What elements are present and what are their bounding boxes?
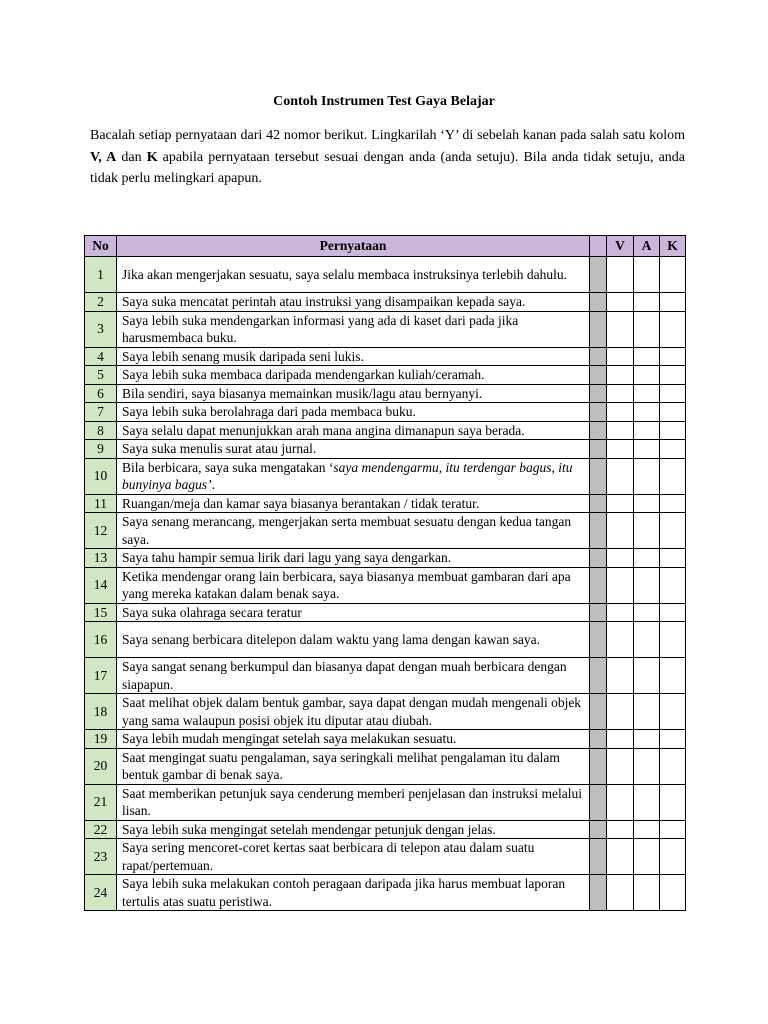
- instructions-paragraph: [90, 125, 685, 190]
- table-row: [85, 366, 686, 385]
- answer-cell-a[interactable]: [634, 839, 660, 875]
- row-statement: [117, 347, 590, 366]
- answer-cell-a[interactable]: [634, 549, 660, 568]
- row-number: 22: [85, 820, 117, 839]
- statement-text: Saya senang merancang, mengerjakan serta membuat sesuatu dengan kedua tangan saya.: [122, 514, 572, 547]
- spacer-cell: [590, 311, 607, 347]
- table-row: [85, 347, 686, 366]
- answer-cell-k[interactable]: [660, 748, 686, 784]
- statement-text: Saya sangat senang berkumpul dan biasanya dapat dengan muah berbicara dengan siapapun.: [122, 659, 567, 692]
- answer-cell-k[interactable]: [660, 784, 686, 820]
- answer-cell-a[interactable]: [634, 603, 660, 622]
- statement-text: Bila sendiri, saya biasanya memainkan musik/lagu atau bernyanyi.: [122, 385, 483, 401]
- statement-text: Saat mengingat suatu pengalaman, saya seringkali melihat pengalaman itu dalam bentuk gambar di benak saya.: [122, 749, 560, 782]
- statement-text: Saya suka menulis surat atau jurnal.: [122, 441, 317, 456]
- row-number: 16: [85, 622, 117, 658]
- answer-cell-k[interactable]: [660, 347, 686, 366]
- answer-cell-k[interactable]: [660, 622, 686, 658]
- spacer-cell: [590, 494, 607, 513]
- answer-cell-a[interactable]: [634, 820, 660, 839]
- answer-cell-k[interactable]: [660, 494, 686, 513]
- statement-text: Saya suka olahraga secara teratur: [122, 604, 302, 620]
- row-number: 13: [85, 549, 117, 568]
- answer-cell-k[interactable]: [660, 567, 686, 603]
- table-row: [85, 658, 686, 694]
- statement-text: Saya lebih senang musik daripada seni lukis.: [122, 348, 364, 364]
- answer-cell-a[interactable]: [634, 440, 660, 459]
- row-statement: [117, 567, 590, 603]
- table-row: [85, 730, 686, 749]
- answer-cell-k[interactable]: [660, 257, 686, 293]
- answer-cell-k[interactable]: [660, 603, 686, 622]
- answer-cell-k[interactable]: [660, 440, 686, 459]
- spacer-cell: [590, 748, 607, 784]
- answer-cell-v[interactable]: [607, 458, 634, 494]
- spacer-cell: [590, 622, 607, 658]
- statement-text: Saya lebih suka berolahraga dari pada membaca buku.: [122, 404, 416, 419]
- statement-text: Saya sering mencoret-coret kertas saat berbicara di telepon atau dalam suatu rapat/pertemuan.: [122, 840, 535, 873]
- spacer-cell: [590, 384, 607, 403]
- answer-cell-k[interactable]: [660, 293, 686, 312]
- spacer-cell: [590, 784, 607, 820]
- row-statement: [117, 549, 590, 568]
- header-v: V: [607, 236, 634, 257]
- answer-cell-v[interactable]: [607, 347, 634, 366]
- answer-cell-v[interactable]: [607, 293, 634, 312]
- answer-cell-v[interactable]: [607, 440, 634, 459]
- row-number: 17: [85, 658, 117, 694]
- statement-text: Jika akan mengerjakan sesuatu, saya selalu membaca instruksinya terlebih dahulu.: [122, 266, 567, 282]
- row-statement: [117, 784, 590, 820]
- answer-cell-v[interactable]: [607, 875, 634, 911]
- header-a: A: [634, 236, 660, 257]
- table-row: [85, 567, 686, 603]
- answer-cell-k[interactable]: [660, 366, 686, 385]
- table-row: [85, 839, 686, 875]
- row-statement: [117, 513, 590, 549]
- answer-cell-k[interactable]: [660, 458, 686, 494]
- answer-cell-a[interactable]: [634, 366, 660, 385]
- answer-cell-a[interactable]: [634, 567, 660, 603]
- row-number: 3: [85, 311, 117, 347]
- answer-cell-a[interactable]: [634, 384, 660, 403]
- row-number: 7: [85, 403, 117, 422]
- questionnaire-table: [84, 235, 686, 911]
- statement-text: Bila berbicara, saya suka mengatakan ‘: [122, 459, 334, 475]
- statement-text: Saat melihat objek dalam bentuk gambar, saya dapat dengan mudah mengenali objek yang sama walaupun posisi objek itu diputar atau diubah.: [122, 695, 582, 728]
- answer-cell-v[interactable]: [607, 694, 634, 730]
- spacer-cell: [590, 403, 607, 422]
- spacer-cell: [590, 549, 607, 568]
- statement-text: Saya senang berbicara ditelepon dalam waktu yang lama dengan kawan saya.: [122, 631, 540, 647]
- spacer-cell: [590, 694, 607, 730]
- answer-cell-a[interactable]: [634, 347, 660, 366]
- table-header-row: [85, 236, 686, 257]
- row-statement: [117, 603, 590, 622]
- answer-cell-v[interactable]: [607, 820, 634, 839]
- row-statement: [117, 839, 590, 875]
- statement-italic-text: saya mendengarmu, itu terdengar bagus, itu bunyinya bagus’: [122, 459, 573, 492]
- spacer-cell: [590, 347, 607, 366]
- table-row: [85, 549, 686, 568]
- row-number: 11: [85, 494, 117, 513]
- answer-cell-k[interactable]: [660, 311, 686, 347]
- row-number: 10: [85, 458, 117, 494]
- row-number: 12: [85, 513, 117, 549]
- row-number: 21: [85, 784, 117, 820]
- answer-cell-a[interactable]: [634, 421, 660, 440]
- statement-text: Saya lebih suka mendengarkan informasi yang ada di kaset dari pada jika harusmembaca buku.: [122, 312, 519, 345]
- answer-cell-a[interactable]: [634, 784, 660, 820]
- answer-cell-a[interactable]: [634, 257, 660, 293]
- spacer-cell: [590, 730, 607, 749]
- table-row: [85, 603, 686, 622]
- row-number: 5: [85, 366, 117, 385]
- row-number: 20: [85, 748, 117, 784]
- spacer-cell: [590, 458, 607, 494]
- answer-cell-v[interactable]: [607, 421, 634, 440]
- table-row: [85, 513, 686, 549]
- table-row: [85, 384, 686, 403]
- row-statement: [117, 311, 590, 347]
- spacer-cell: [590, 567, 607, 603]
- instructions-bold-va: V, A: [90, 149, 117, 165]
- spacer-cell: [590, 875, 607, 911]
- answer-cell-v[interactable]: [607, 730, 634, 749]
- answer-cell-k[interactable]: [660, 384, 686, 403]
- instructions-text-1: Bacalah setiap pernyataan dari 42 nomor berikut. Lingkarilah ‘Y’ di sebelah kanan pada salah satu kolom: [90, 128, 685, 143]
- row-number: 18: [85, 694, 117, 730]
- answer-cell-a[interactable]: [634, 311, 660, 347]
- page-title: Contoh Instrumen Test Gaya Belajar: [273, 94, 495, 109]
- row-number: 2: [85, 293, 117, 312]
- header-k: K: [660, 236, 686, 257]
- table-row: [85, 622, 686, 658]
- row-number: 19: [85, 730, 117, 749]
- row-statement: [117, 694, 590, 730]
- answer-cell-k[interactable]: [660, 403, 686, 422]
- answer-cell-v[interactable]: [607, 384, 634, 403]
- answer-cell-k[interactable]: [660, 513, 686, 549]
- answer-cell-k[interactable]: [660, 421, 686, 440]
- row-statement: [117, 458, 590, 494]
- table-row: [85, 311, 686, 347]
- statement-text: Saya lebih suka melakukan contoh peragaan daripada jika harus membuat laporan tertulis atas suatu peristiwa.: [122, 876, 566, 909]
- row-statement: [117, 257, 590, 293]
- answer-cell-v[interactable]: [607, 513, 634, 549]
- statement-text: Saya suka mencatat perintah atau instruksi yang disampaikan kepada saya.: [122, 294, 526, 309]
- row-statement: [117, 293, 590, 312]
- answer-cell-k[interactable]: [660, 658, 686, 694]
- row-number: 14: [85, 567, 117, 603]
- spacer-cell: [590, 440, 607, 459]
- answer-cell-v[interactable]: [607, 603, 634, 622]
- table-row: [85, 494, 686, 513]
- answer-cell-v[interactable]: [607, 567, 634, 603]
- spacer-cell: [590, 658, 607, 694]
- statement-text-after: .: [211, 477, 215, 492]
- statement-text: Ketika mendengar orang lain berbicara, saya biasanya membuat gambaran dari apa yang mereka katakan dalam benak saya.: [122, 568, 571, 601]
- answer-cell-v[interactable]: [607, 622, 634, 658]
- row-statement: [117, 384, 590, 403]
- row-number: 24: [85, 875, 117, 911]
- answer-cell-k[interactable]: [660, 694, 686, 730]
- answer-cell-a[interactable]: [634, 875, 660, 911]
- spacer-cell: [590, 257, 607, 293]
- answer-cell-a[interactable]: [634, 293, 660, 312]
- answer-cell-k[interactable]: [660, 820, 686, 839]
- row-number: 9: [85, 440, 117, 459]
- table-row: [85, 820, 686, 839]
- row-statement: [117, 820, 590, 839]
- answer-cell-v[interactable]: [607, 839, 634, 875]
- instructions-text-2: dan: [116, 149, 147, 165]
- table-row: [85, 784, 686, 820]
- row-number: 23: [85, 839, 117, 875]
- table-row: [85, 403, 686, 422]
- spacer-cell: [590, 421, 607, 440]
- table-row: [85, 293, 686, 312]
- row-statement: [117, 440, 590, 459]
- statement-text: Saya tahu hampir semua lirik dari lagu yang saya dengarkan.: [122, 550, 452, 565]
- statement-text: Saya lebih suka membaca daripada mendengarkan kuliah/ceramah.: [122, 367, 485, 382]
- table-row: [85, 694, 686, 730]
- row-number: 15: [85, 603, 117, 622]
- row-statement: [117, 730, 590, 749]
- header-spacer: [590, 236, 607, 257]
- answer-cell-a[interactable]: [634, 748, 660, 784]
- answer-cell-k[interactable]: [660, 875, 686, 911]
- spacer-cell: [590, 603, 607, 622]
- answer-cell-v[interactable]: [607, 748, 634, 784]
- row-statement: [117, 658, 590, 694]
- spacer-cell: [590, 293, 607, 312]
- row-statement: [117, 875, 590, 911]
- answer-cell-a[interactable]: [634, 694, 660, 730]
- answer-cell-v[interactable]: [607, 658, 634, 694]
- table-row: [85, 421, 686, 440]
- answer-cell-v[interactable]: [607, 494, 634, 513]
- instructions-bold-k: K: [146, 149, 158, 165]
- answer-cell-a[interactable]: [634, 622, 660, 658]
- row-statement: [117, 622, 590, 658]
- table-row: [85, 458, 686, 494]
- answer-cell-a[interactable]: [634, 458, 660, 494]
- row-statement: [117, 494, 590, 513]
- spacer-cell: [590, 820, 607, 839]
- statement-text: Saya lebih suka mengingat setelah mendengar petunjuk dengan jelas.: [122, 821, 496, 837]
- row-statement: [117, 403, 590, 422]
- instructions-text-3: apabila pernyataan tersebut sesuai dengan anda (anda setuju). Bila anda tidak setuju, anda tidak perlu melingkari apapun.: [90, 149, 685, 186]
- row-number: 1: [85, 257, 117, 293]
- answer-cell-v[interactable]: [607, 549, 634, 568]
- row-statement: [117, 421, 590, 440]
- header-statement: Pernyataan: [117, 236, 590, 257]
- answer-cell-a[interactable]: [634, 403, 660, 422]
- row-number: 4: [85, 347, 117, 366]
- table-row: [85, 257, 686, 293]
- statement-text: Saya selalu dapat menunjukkan arah mana angina dimanapun saya berada.: [122, 422, 525, 438]
- statement-text: Ruangan/meja dan kamar saya biasanya berantakan / tidak teratur.: [122, 495, 480, 511]
- table-body: [85, 257, 686, 911]
- row-number: 6: [85, 384, 117, 403]
- answer-cell-a[interactable]: [634, 513, 660, 549]
- row-statement: [117, 748, 590, 784]
- answer-cell-a[interactable]: [634, 730, 660, 749]
- answer-cell-k[interactable]: [660, 549, 686, 568]
- table-row: [85, 748, 686, 784]
- table-row: [85, 875, 686, 911]
- spacer-cell: [590, 839, 607, 875]
- answer-cell-a[interactable]: [634, 658, 660, 694]
- answer-cell-a[interactable]: [634, 494, 660, 513]
- row-number: 8: [85, 421, 117, 440]
- answer-cell-v[interactable]: [607, 257, 634, 293]
- answer-cell-k[interactable]: [660, 839, 686, 875]
- answer-cell-v[interactable]: [607, 784, 634, 820]
- table-row: [85, 440, 686, 459]
- answer-cell-v[interactable]: [607, 311, 634, 347]
- answer-cell-k[interactable]: [660, 730, 686, 749]
- answer-cell-v[interactable]: [607, 366, 634, 385]
- statement-text: Saat memberikan petunjuk saya cenderung memberi penjelasan dan instruksi melalui lisan.: [122, 785, 582, 818]
- header-no: No: [85, 236, 117, 257]
- answer-cell-v[interactable]: [607, 403, 634, 422]
- spacer-cell: [590, 366, 607, 385]
- spacer-cell: [590, 513, 607, 549]
- statement-text: Saya lebih mudah mengingat setelah saya melakukan sesuatu.: [122, 731, 457, 746]
- row-statement: [117, 366, 590, 385]
